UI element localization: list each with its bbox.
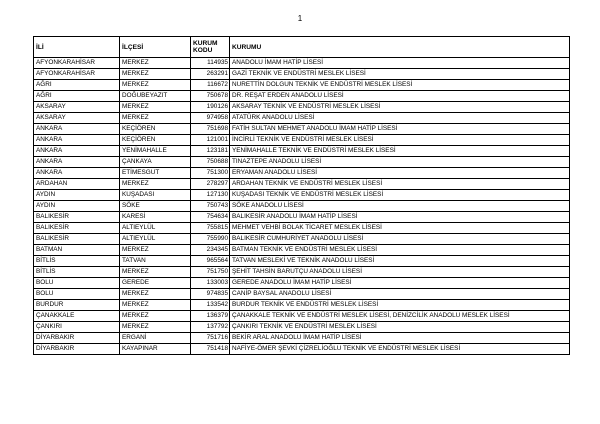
cell-ilce: MERKEZ bbox=[120, 311, 191, 322]
cell-ilce: DOĞUBEYAZIT bbox=[120, 91, 191, 102]
cell-ilce: YENİMAHALLE bbox=[120, 146, 191, 157]
header-kurum-kodu bbox=[191, 37, 230, 58]
cell-kurum-kodu: 114935 bbox=[191, 58, 230, 69]
cell-il: ARDAHAN bbox=[34, 179, 120, 190]
cell-kurum: SÖKE ANADOLU LİSESİ bbox=[230, 201, 570, 212]
cell-kurum: BALIKESİR CUMHURİYET ANADOLU LİSESİ bbox=[230, 234, 570, 245]
cell-ilce: GEREDE bbox=[120, 278, 191, 289]
cell-kurum-kodu: 755815 bbox=[191, 223, 230, 234]
table-row bbox=[34, 113, 570, 124]
table-row bbox=[34, 322, 570, 333]
cell-kurum: DR. REŞAT ERDEN ANADOLU LİSESİ bbox=[230, 91, 570, 102]
table-row bbox=[34, 135, 570, 146]
cell-kurum: ÇANAKKALE TEKNİK VE ENDÜSTRİ MESLEK LİSESİ, DENİZCİLİK ANADOLU MESLEK LİSESİ bbox=[230, 311, 570, 322]
cell-kurum-kodu: 133542 bbox=[191, 300, 230, 311]
cell-kurum-kodu: 750688 bbox=[191, 157, 230, 168]
table-row bbox=[34, 278, 570, 289]
cell-kurum: ATATÜRK ANADOLU LİSESİ bbox=[230, 113, 570, 124]
cell-kurum: ANADOLU İMAM HATİP LİSESİ bbox=[230, 58, 570, 69]
cell-ilce: MERKEZ bbox=[120, 58, 191, 69]
cell-kurum-kodu: 750743 bbox=[191, 201, 230, 212]
header-row bbox=[34, 37, 570, 58]
table-row bbox=[34, 223, 570, 234]
cell-ilce: MERKEZ bbox=[120, 300, 191, 311]
cell-il: AKSARAY bbox=[34, 102, 120, 113]
table-row bbox=[34, 256, 570, 267]
cell-kurum: AKSARAY TEKNİK VE ENDÜSTRİ MESLEK LİSESİ bbox=[230, 102, 570, 113]
cell-kurum-kodu: 751300 bbox=[191, 168, 230, 179]
cell-ilce: MERKEZ bbox=[120, 113, 191, 124]
table-row bbox=[34, 102, 570, 113]
table-row bbox=[34, 80, 570, 91]
cell-ilce: ALTIEYLÜL bbox=[120, 234, 191, 245]
cell-ilce: MERKEZ bbox=[120, 80, 191, 91]
cell-kurum-kodu: 965564 bbox=[191, 256, 230, 267]
cell-il: AKSARAY bbox=[34, 113, 120, 124]
cell-kurum: MEHMET VEHBİ BOLAK TİCARET MESLEK LİSESİ bbox=[230, 223, 570, 234]
cell-il: AYDIN bbox=[34, 201, 120, 212]
table-row bbox=[34, 234, 570, 245]
cell-kurum-kodu: 754634 bbox=[191, 212, 230, 223]
cell-ilce: MERKEZ bbox=[120, 245, 191, 256]
cell-il: DİYARBAKIR bbox=[34, 333, 120, 344]
cell-ilce: MERKEZ bbox=[120, 289, 191, 300]
cell-kurum: CANİP BAYSAL ANADOLU LİSESİ bbox=[230, 289, 570, 300]
cell-kurum: TATVAN MESLEKİ VE TEKNİK ANADOLU LİSESİ bbox=[230, 256, 570, 267]
cell-il: ANKARA bbox=[34, 146, 120, 157]
cell-kurum-kodu: 751698 bbox=[191, 124, 230, 135]
cell-kurum: KUŞADASI TEKNİK VE ENDÜSTRİ MESLEK LİSESİ bbox=[230, 190, 570, 201]
cell-il: BİTLİS bbox=[34, 267, 120, 278]
cell-kurum: GEREDE ANADOLU İMAM HATİP LİSESİ bbox=[230, 278, 570, 289]
cell-il: BOLU bbox=[34, 278, 120, 289]
cell-il: AĞRI bbox=[34, 91, 120, 102]
cell-il: AFYONKARAHİSAR bbox=[34, 69, 120, 80]
header-kod-line2: KODU bbox=[193, 47, 213, 54]
cell-ilce: KARESİ bbox=[120, 212, 191, 223]
header-kurum: KURUMU bbox=[230, 37, 570, 58]
header-il: İLİ bbox=[34, 37, 120, 58]
cell-il: AĞRI bbox=[34, 80, 120, 91]
cell-kurum-kodu: 750678 bbox=[191, 91, 230, 102]
cell-ilce: MERKEZ bbox=[120, 179, 191, 190]
cell-il: DİYARBAKIR bbox=[34, 344, 120, 355]
cell-kurum-kodu: 190126 bbox=[191, 102, 230, 113]
cell-il: BOLU bbox=[34, 289, 120, 300]
cell-kurum: TINAZTEPE ANADOLU LİSESİ bbox=[230, 157, 570, 168]
table-row bbox=[34, 344, 570, 355]
cell-ilce: MERKEZ bbox=[120, 69, 191, 80]
cell-il: ANKARA bbox=[34, 135, 120, 146]
cell-kurum-kodu: 137792 bbox=[191, 322, 230, 333]
institution-table bbox=[33, 36, 570, 355]
cell-ilce: KEÇİÖREN bbox=[120, 124, 191, 135]
table-row bbox=[34, 212, 570, 223]
cell-kurum: GAZİ TEKNİK VE ENDÜSTRİ MESLEK LİSESİ bbox=[230, 69, 570, 80]
cell-kurum: BURDUR TEKNİK VE ENDÜSTRİ MESLEK LİSESİ bbox=[230, 300, 570, 311]
cell-kurum: NURETTİN DOLGUN TEKNİK VE ENDÜSTRİ MESLEK LİSESİ bbox=[230, 80, 570, 91]
table-row bbox=[34, 245, 570, 256]
cell-il: BALIKESİR bbox=[34, 223, 120, 234]
cell-ilce: ÇANKAYA bbox=[120, 157, 191, 168]
table-row bbox=[34, 168, 570, 179]
cell-kurum-kodu: 123181 bbox=[191, 146, 230, 157]
cell-kurum: BALIKESİR ANADOLU İMAM HATİP LİSESİ bbox=[230, 212, 570, 223]
cell-kurum: ŞEHİT TAHSİN BARUTÇU ANADOLU LİSESİ bbox=[230, 267, 570, 278]
cell-il: ANKARA bbox=[34, 157, 120, 168]
table-row bbox=[34, 190, 570, 201]
header-ilce: İLÇESİ bbox=[120, 37, 191, 58]
cell-il: ÇANAKKALE bbox=[34, 311, 120, 322]
cell-kurum-kodu: 136379 bbox=[191, 311, 230, 322]
table-row bbox=[34, 267, 570, 278]
cell-ilce: KAYAPINAR bbox=[120, 344, 191, 355]
table-row bbox=[34, 333, 570, 344]
cell-kurum: ÇANKIRI TEKNİK VE ENDÜSTRİ MESLEK LİSESİ bbox=[230, 322, 570, 333]
page-number: 1 bbox=[297, 14, 303, 23]
cell-kurum-kodu: 133003 bbox=[191, 278, 230, 289]
table-row bbox=[34, 69, 570, 80]
cell-il: BİTLİS bbox=[34, 256, 120, 267]
table-row bbox=[34, 91, 570, 102]
cell-ilce: ETİMESGUT bbox=[120, 168, 191, 179]
cell-il: AFYONKARAHİSAR bbox=[34, 58, 120, 69]
table-row bbox=[34, 124, 570, 135]
cell-ilce: MERKEZ bbox=[120, 102, 191, 113]
cell-kurum-kodu: 755990 bbox=[191, 234, 230, 245]
cell-il: BALIKESİR bbox=[34, 212, 120, 223]
cell-kurum: İNCİRLİ TEKNİK VE ENDÜSTRİ MESLEK LİSESİ bbox=[230, 135, 570, 146]
cell-kurum-kodu: 751750 bbox=[191, 267, 230, 278]
cell-kurum: BATMAN TEKNİK VE ENDÜSTRİ MESLEK LİSESİ bbox=[230, 245, 570, 256]
cell-kurum-kodu: 974835 bbox=[191, 289, 230, 300]
cell-ilce: SÖKE bbox=[120, 201, 191, 212]
cell-il: BURDUR bbox=[34, 300, 120, 311]
cell-kurum: FATİH SULTAN MEHMET ANADOLU İMAM HATİP LİSESİ bbox=[230, 124, 570, 135]
cell-kurum-kodu: 116672 bbox=[191, 80, 230, 91]
cell-ilce: ERGANİ bbox=[120, 333, 191, 344]
table-row bbox=[34, 311, 570, 322]
cell-kurum-kodu: 234345 bbox=[191, 245, 230, 256]
table-row bbox=[34, 157, 570, 168]
cell-il: ÇANKIRI bbox=[34, 322, 120, 333]
cell-il: AYDIN bbox=[34, 190, 120, 201]
cell-kurum-kodu: 974958 bbox=[191, 113, 230, 124]
cell-kurum-kodu: 121001 bbox=[191, 135, 230, 146]
cell-kurum: BEKİR ARAL ANADOLU İMAM HATİP LİSESİ bbox=[230, 333, 570, 344]
cell-ilce: MERKEZ bbox=[120, 322, 191, 333]
cell-ilce: KEÇİÖREN bbox=[120, 135, 191, 146]
cell-il: ANKARA bbox=[34, 168, 120, 179]
table-row bbox=[34, 201, 570, 212]
cell-kurum-kodu: 127130 bbox=[191, 190, 230, 201]
cell-kurum: ARDAHAN TEKNİK VE ENDÜSTRİ MESLEK LİSESİ bbox=[230, 179, 570, 190]
cell-ilce: MERKEZ bbox=[120, 267, 191, 278]
cell-il: BATMAN bbox=[34, 245, 120, 256]
table-row bbox=[34, 179, 570, 190]
cell-ilce: KUŞADASI bbox=[120, 190, 191, 201]
table-row bbox=[34, 289, 570, 300]
cell-kurum-kodu: 263291 bbox=[191, 69, 230, 80]
cell-kurum: YENİMAHALLE TEKNİK VE ENDÜSTRİ MESLEK LİSESİ bbox=[230, 146, 570, 157]
cell-kurum: ERYAMAN ANADOLU LİSESİ bbox=[230, 168, 570, 179]
table-row bbox=[34, 300, 570, 311]
table-body bbox=[34, 58, 570, 355]
cell-il: BALIKESİR bbox=[34, 234, 120, 245]
cell-kurum-kodu: 278297 bbox=[191, 179, 230, 190]
cell-il: ANKARA bbox=[34, 124, 120, 135]
cell-ilce: TATVAN bbox=[120, 256, 191, 267]
table-row bbox=[34, 58, 570, 69]
table-header bbox=[34, 37, 570, 58]
cell-kurum-kodu: 751418 bbox=[191, 344, 230, 355]
table-row bbox=[34, 146, 570, 157]
cell-kurum-kodu: 751716 bbox=[191, 333, 230, 344]
cell-kurum: NAFİYE-ÖMER ŞEVKİ ÇİZRELİOĞLU TEKNİK VE ENDÜSTRİ MESLEK LİSESİ bbox=[230, 344, 570, 355]
header-kod-line1: KURUM bbox=[193, 40, 218, 47]
cell-ilce: ALTIEYLÜL bbox=[120, 223, 191, 234]
